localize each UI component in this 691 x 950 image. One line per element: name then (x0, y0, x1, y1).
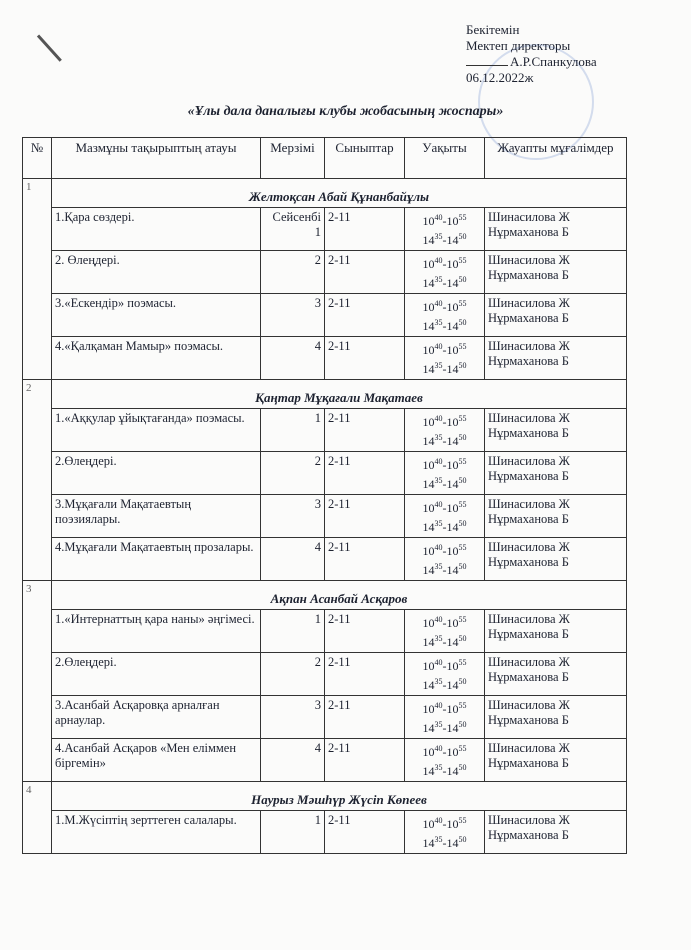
time-slot-2: $14^{35}-14^{50}$ (422, 677, 467, 692)
time-slot-1: $10^{40}-10^{55}$ (422, 701, 467, 716)
slot1-end-h: 10 (446, 214, 459, 228)
slot1-end-m: 55 (458, 816, 467, 825)
topic-cell: 2.Өлеңдері. (52, 452, 261, 495)
time-cell (405, 452, 485, 495)
time-slot-2: $14^{35}-14^{50}$ (422, 720, 467, 735)
document-title: «Ұлы дала даналығы клубы жобасының жоспары» (187, 104, 504, 119)
time-slot-2: $14^{35}-14^{50}$ (422, 275, 467, 290)
slot2-end-h: 14 (446, 563, 459, 577)
term-cell: 4 (261, 538, 325, 581)
time-slot-2: $14^{35}-14^{50}$ (422, 562, 467, 577)
slot2-end-h: 14 (446, 764, 459, 778)
slot1-start-m: 40 (434, 299, 443, 308)
table-row (23, 337, 627, 380)
slot2-start-m: 35 (434, 361, 443, 370)
slot1-end-h: 10 (446, 501, 459, 515)
topic-cell: 1.«Аққулар ұйықтағанда» поэмасы. (52, 409, 261, 452)
responsible-cell (485, 653, 627, 696)
time-slot-1: $10^{40}-10^{55}$ (422, 744, 467, 759)
slot1-start-m: 40 (434, 701, 443, 710)
slot2-end-m: 50 (458, 275, 467, 284)
teacher-2: Нұрмаханова Б (488, 828, 569, 842)
month-title: Желтоқсан Абай Құнанбайұлы (52, 179, 627, 208)
time-slot-1: $10^{40}-10^{55}$ (422, 213, 467, 228)
term-cell: Сейсенбі 1 (261, 208, 325, 251)
teacher-1: Шинасилова Ж (488, 454, 570, 468)
slot2-end-m: 50 (458, 763, 467, 772)
slot1-start-h: 10 (422, 659, 435, 673)
slot2-end-h: 14 (446, 477, 459, 491)
time-slot-2: $14^{35}-14^{50}$ (422, 232, 467, 247)
slot1-start-h: 10 (422, 300, 435, 314)
slot1-start-h: 10 (422, 501, 435, 515)
table-row (23, 811, 627, 854)
time-cell (405, 337, 485, 380)
topic-cell: 4.«Қалқаман Мамыр» поэмасы. (52, 337, 261, 380)
teacher-2: Нұрмаханова Б (488, 627, 569, 641)
slot2-start-h: 14 (422, 764, 435, 778)
slot2-start-m: 35 (434, 476, 443, 485)
responsible-cell (485, 208, 627, 251)
classes-cell: 2-11 (325, 337, 405, 380)
slot2-start-h: 14 (422, 319, 435, 333)
term-cell: 1 (261, 409, 325, 452)
slot1-end-m: 55 (458, 213, 467, 222)
header-num: № (23, 138, 52, 179)
time-slot-1: $10^{40}-10^{55}$ (422, 658, 467, 673)
term-cell: 3 (261, 696, 325, 739)
pen-stroke-mark (37, 34, 62, 61)
slot1-start-h: 10 (422, 343, 435, 357)
topic-cell: 4.Мұқағали Мақатаевтың прозалары. (52, 538, 261, 581)
classes-cell: 2-11 (325, 251, 405, 294)
slot1-start-h: 10 (422, 745, 435, 759)
slot2-end-m: 50 (458, 677, 467, 686)
slot1-start-h: 10 (422, 214, 435, 228)
slot1-start-h: 10 (422, 544, 435, 558)
slot1-start-m: 40 (434, 816, 443, 825)
slot2-start-h: 14 (422, 362, 435, 376)
slot2-start-m: 35 (434, 318, 443, 327)
slot2-end-h: 14 (446, 721, 459, 735)
slot1-start-m: 40 (434, 500, 443, 509)
classes-cell: 2-11 (325, 208, 405, 251)
approval-signer: А.Р.Спанкулова (510, 54, 597, 69)
time-slot-1: $10^{40}-10^{55}$ (422, 816, 467, 831)
teacher-2: Нұрмаханова Б (488, 225, 569, 239)
time-cell (405, 538, 485, 581)
table-row (23, 208, 627, 251)
slot2-start-h: 14 (422, 276, 435, 290)
responsible-cell (485, 538, 627, 581)
time-slot-2: $14^{35}-14^{50}$ (422, 835, 467, 850)
time-slot-1: $10^{40}-10^{55}$ (422, 342, 467, 357)
table-row (23, 495, 627, 538)
time-slot-2: $14^{35}-14^{50}$ (422, 634, 467, 649)
term-cell: 4 (261, 739, 325, 782)
slot1-end-m: 55 (458, 744, 467, 753)
term-cell: 1 (261, 811, 325, 854)
slot1-end-h: 10 (446, 458, 459, 472)
responsible-cell (485, 811, 627, 854)
time-cell (405, 208, 485, 251)
slot1-end-m: 55 (458, 414, 467, 423)
slot2-end-h: 14 (446, 276, 459, 290)
slot1-end-h: 10 (446, 745, 459, 759)
slot2-end-h: 14 (446, 678, 459, 692)
slot1-end-m: 55 (458, 543, 467, 552)
table-row (23, 653, 627, 696)
time-cell (405, 739, 485, 782)
slot1-end-m: 55 (458, 299, 467, 308)
slot2-start-h: 14 (422, 434, 435, 448)
responsible-cell (485, 610, 627, 653)
slot2-start-m: 35 (434, 232, 443, 241)
slot1-end-h: 10 (446, 343, 459, 357)
teacher-1: Шинасилова Ж (488, 339, 570, 353)
slot2-start-m: 35 (434, 763, 443, 772)
slot2-end-m: 50 (458, 361, 467, 370)
teacher-1: Шинасилова Ж (488, 698, 570, 712)
time-slot-1: $10^{40}-10^{55}$ (422, 615, 467, 630)
header-resp: Жауапты мұғалімдер (485, 138, 627, 179)
time-cell (405, 610, 485, 653)
table-row (23, 610, 627, 653)
month-title: Қаңтар Мұқағали Мақатаев (52, 380, 627, 409)
month-row (23, 179, 627, 208)
slot2-start-m: 35 (434, 275, 443, 284)
classes-cell: 2-11 (325, 653, 405, 696)
slot2-start-h: 14 (422, 678, 435, 692)
slot2-start-m: 35 (434, 677, 443, 686)
classes-cell: 2-11 (325, 452, 405, 495)
slot1-start-h: 10 (422, 458, 435, 472)
teacher-1: Шинасилова Ж (488, 813, 570, 827)
slot2-start-m: 35 (434, 634, 443, 643)
slot1-end-h: 10 (446, 257, 459, 271)
month-number: 2 (23, 380, 52, 581)
month-number: 3 (23, 581, 52, 782)
time-slot-2: $14^{35}-14^{50}$ (422, 519, 467, 534)
teacher-2: Нұрмаханова Б (488, 756, 569, 770)
time-cell (405, 696, 485, 739)
month-row (23, 581, 627, 610)
teacher-2: Нұрмаханова Б (488, 670, 569, 684)
header-time: Уақыты (405, 138, 485, 179)
responsible-cell (485, 337, 627, 380)
slot1-start-h: 10 (422, 702, 435, 716)
time-cell (405, 653, 485, 696)
teacher-2: Нұрмаханова Б (488, 311, 569, 325)
time-slot-2: $14^{35}-14^{50}$ (422, 433, 467, 448)
teacher-1: Шинасилова Ж (488, 296, 570, 310)
time-slot-1: $10^{40}-10^{55}$ (422, 500, 467, 515)
time-cell (405, 251, 485, 294)
approval-line2: Мектеп директоры (466, 38, 571, 53)
term-cell: 3 (261, 495, 325, 538)
slot1-end-m: 55 (458, 701, 467, 710)
slot2-start-h: 14 (422, 563, 435, 577)
teacher-1: Шинасилова Ж (488, 253, 570, 267)
slot2-end-h: 14 (446, 233, 459, 247)
slot2-end-m: 50 (458, 835, 467, 844)
slot2-start-m: 35 (434, 562, 443, 571)
slot1-start-m: 40 (434, 543, 443, 552)
table-row (23, 409, 627, 452)
slot2-start-h: 14 (422, 477, 435, 491)
slot1-start-h: 10 (422, 616, 435, 630)
time-cell (405, 294, 485, 337)
slot1-start-m: 40 (434, 342, 443, 351)
teacher-2: Нұрмаханова Б (488, 268, 569, 282)
slot1-end-h: 10 (446, 300, 459, 314)
slot2-start-m: 35 (434, 433, 443, 442)
header-term: Мерзімі (261, 138, 325, 179)
plan-body (23, 179, 627, 854)
approval-line1: Бекітемін (466, 22, 520, 37)
table-row (23, 739, 627, 782)
classes-cell: 2-11 (325, 538, 405, 581)
time-slot-1: $10^{40}-10^{55}$ (422, 299, 467, 314)
term-cell: 3 (261, 294, 325, 337)
slot1-end-h: 10 (446, 659, 459, 673)
slot1-start-m: 40 (434, 744, 443, 753)
table-row (23, 696, 627, 739)
teacher-2: Нұрмаханова Б (488, 713, 569, 727)
slot2-end-m: 50 (458, 720, 467, 729)
classes-cell: 2-11 (325, 495, 405, 538)
time-cell (405, 495, 485, 538)
slot1-start-m: 40 (434, 414, 443, 423)
topic-cell: 1.Қара сөздері. (52, 208, 261, 251)
table-row (23, 538, 627, 581)
slot1-start-m: 40 (434, 256, 443, 265)
slot2-end-h: 14 (446, 319, 459, 333)
slot1-start-m: 40 (434, 457, 443, 466)
month-title: Наурыз Мәшһүр Жүсіп Көпеев (52, 782, 627, 811)
slot1-end-m: 55 (458, 256, 467, 265)
slot1-start-h: 10 (422, 415, 435, 429)
time-slot-2: $14^{35}-14^{50}$ (422, 476, 467, 491)
month-number: 1 (23, 179, 52, 380)
approval-signer-line (466, 54, 686, 70)
responsible-cell (485, 294, 627, 337)
responsible-cell (485, 739, 627, 782)
month-number: 4 (23, 782, 52, 854)
slot2-end-m: 50 (458, 562, 467, 571)
topic-cell: 2. Өлеңдері. (52, 251, 261, 294)
plan-table (22, 137, 627, 854)
responsible-cell (485, 409, 627, 452)
topic-cell: 4.Асанбай Асқаров «Мен еліммен біргемін» (52, 739, 261, 782)
table-row (23, 452, 627, 495)
term-cell: 1 (261, 610, 325, 653)
slot1-end-h: 10 (446, 544, 459, 558)
slot2-end-h: 14 (446, 635, 459, 649)
slot2-start-h: 14 (422, 721, 435, 735)
table-row (23, 251, 627, 294)
time-slot-1: $10^{40}-10^{55}$ (422, 256, 467, 271)
term-cell: 2 (261, 452, 325, 495)
time-cell (405, 811, 485, 854)
table-row (23, 294, 627, 337)
time-slot-1: $10^{40}-10^{55}$ (422, 543, 467, 558)
term-cell: 4 (261, 337, 325, 380)
slot2-start-h: 14 (422, 635, 435, 649)
time-slot-1: $10^{40}-10^{55}$ (422, 414, 467, 429)
teacher-2: Нұрмаханова Б (488, 354, 569, 368)
classes-cell: 2-11 (325, 409, 405, 452)
slot2-end-m: 50 (458, 519, 467, 528)
classes-cell: 2-11 (325, 294, 405, 337)
slot2-end-m: 50 (458, 476, 467, 485)
month-title: Ақпан Асанбай Асқаров (52, 581, 627, 610)
teacher-1: Шинасилова Ж (488, 411, 570, 425)
slot1-end-h: 10 (446, 702, 459, 716)
slot1-end-m: 55 (458, 500, 467, 509)
slot2-start-m: 35 (434, 720, 443, 729)
term-cell: 2 (261, 653, 325, 696)
slot2-end-h: 14 (446, 362, 459, 376)
approval-block (466, 22, 686, 86)
responsible-cell (485, 452, 627, 495)
classes-cell: 2-11 (325, 610, 405, 653)
time-slot-2: $14^{35}-14^{50}$ (422, 361, 467, 376)
teacher-2: Нұрмаханова Б (488, 512, 569, 526)
slot2-end-h: 14 (446, 434, 459, 448)
time-slot-1: $10^{40}-10^{55}$ (422, 457, 467, 472)
teacher-1: Шинасилова Ж (488, 540, 570, 554)
approval-date: 06.12.2022ж (466, 70, 534, 85)
slot2-start-h: 14 (422, 520, 435, 534)
teacher-2: Нұрмаханова Б (488, 469, 569, 483)
topic-cell: 3.Асанбай Асқаровқа арналған арнаулар. (52, 696, 261, 739)
teacher-2: Нұрмаханова Б (488, 426, 569, 440)
time-cell (405, 409, 485, 452)
header-classes: Сыныптар (325, 138, 405, 179)
topic-cell: 2.Өлеңдері. (52, 653, 261, 696)
responsible-cell (485, 696, 627, 739)
time-slot-2: $14^{35}-14^{50}$ (422, 318, 467, 333)
table-header-row (23, 138, 627, 179)
teacher-1: Шинасилова Ж (488, 497, 570, 511)
topic-cell: 3.Мұқағали Мақатаевтың поэзиялары. (52, 495, 261, 538)
slot1-end-m: 55 (458, 457, 467, 466)
slot2-end-h: 14 (446, 520, 459, 534)
classes-cell: 2-11 (325, 811, 405, 854)
slot1-start-m: 40 (434, 213, 443, 222)
slot1-start-h: 10 (422, 257, 435, 271)
topic-cell: 3.«Ескендір» поэмасы. (52, 294, 261, 337)
classes-cell: 2-11 (325, 739, 405, 782)
slot1-end-h: 10 (446, 415, 459, 429)
topic-cell: 1.«Интернаттың қара наны» әңгімесі. (52, 610, 261, 653)
classes-cell: 2-11 (325, 696, 405, 739)
teacher-1: Шинасилова Ж (488, 210, 570, 224)
slot1-end-m: 55 (458, 658, 467, 667)
month-row (23, 782, 627, 811)
month-row (23, 380, 627, 409)
teacher-1: Шинасилова Ж (488, 741, 570, 755)
term-cell: 2 (261, 251, 325, 294)
slot1-end-h: 10 (446, 817, 459, 831)
responsible-cell (485, 251, 627, 294)
slot1-start-m: 40 (434, 658, 443, 667)
signature-line (466, 65, 508, 66)
slot2-end-m: 50 (458, 232, 467, 241)
time-slot-2: $14^{35}-14^{50}$ (422, 763, 467, 778)
teacher-1: Шинасилова Ж (488, 655, 570, 669)
header-content: Мазмұны тақырыптың атауы (52, 138, 261, 179)
slot2-end-m: 50 (458, 318, 467, 327)
teacher-2: Нұрмаханова Б (488, 555, 569, 569)
slot2-end-m: 50 (458, 433, 467, 442)
slot2-start-h: 14 (422, 836, 435, 850)
slot2-start-h: 14 (422, 233, 435, 247)
slot1-start-m: 40 (434, 615, 443, 624)
slot1-end-m: 55 (458, 342, 467, 351)
slot1-start-h: 10 (422, 817, 435, 831)
slot2-end-h: 14 (446, 836, 459, 850)
slot2-start-m: 35 (434, 519, 443, 528)
slot1-end-h: 10 (446, 616, 459, 630)
slot2-end-m: 50 (458, 634, 467, 643)
teacher-1: Шинасилова Ж (488, 612, 570, 626)
slot2-start-m: 35 (434, 835, 443, 844)
topic-cell: 1.М.Жүсіптің зерттеген салалары. (52, 811, 261, 854)
slot1-end-m: 55 (458, 615, 467, 624)
responsible-cell (485, 495, 627, 538)
